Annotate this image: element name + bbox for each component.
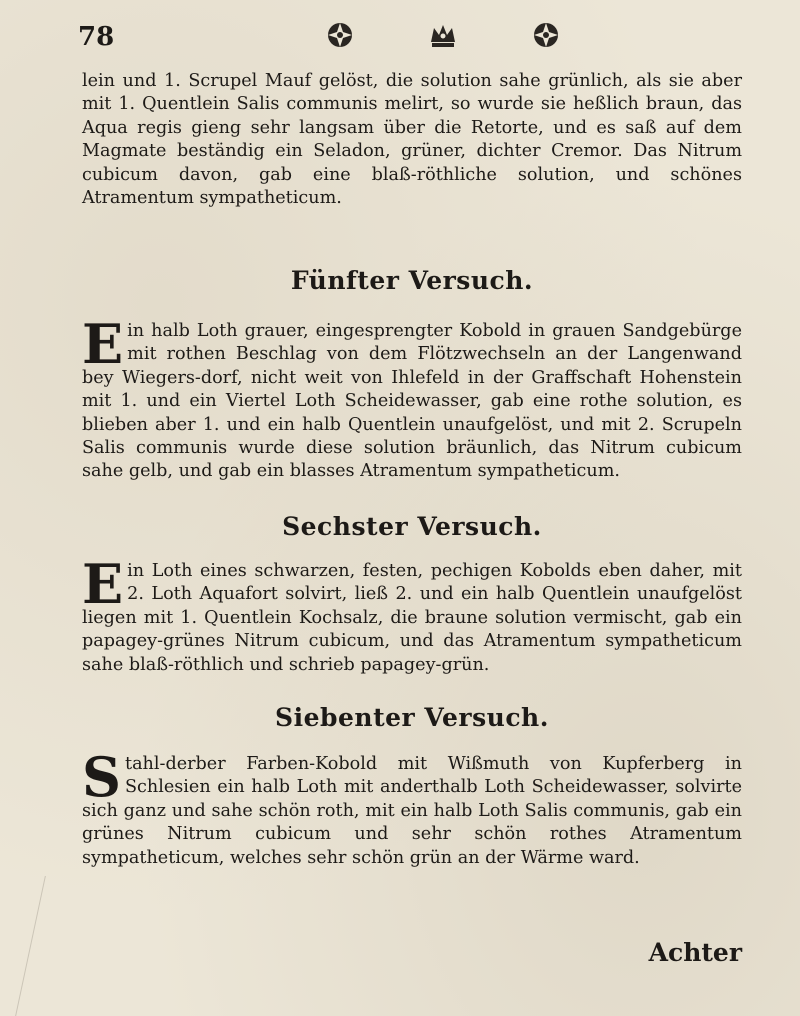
paragraph-continued: lein und 1. Scrupel Mauf gelöst, die solution sahe grünlich, als sie aber mit 1. Quentlein Salis communis melirt, so wurde sie heßlich braun, das Aqua regis gieng sehr langsam über die Retorte, und es saß auf dem Magmate beständig ein Seladon, grüner, dichter Cremor. Das Nitrum cubicum davon, gab eine blaß-röthliche solution, und schönes Atramentum sympatheticum. <box>82 71 742 209</box>
section-heading-sixth: Sechster Versuch. <box>282 512 542 541</box>
catchword: Achter <box>648 938 742 967</box>
paragraph-body: in Loth eines schwarzen, festen, pechigen Kobolds eben daher, mit 2. Loth Aquafort solvirt, ließ 2. und ein halb Quentlein unaufgelöst liegen mit 1. Quentlein Kochsalz, die braune solution vermischt, gab ein papagey-grünes Nitrum cubicum, und das Atramentum sympatheticum sahe blaß-röthlich und schrieb papagey-grün. <box>82 561 742 675</box>
paragraph-sixth-experiment <box>82 552 742 677</box>
fleuron-ornament-icon <box>323 18 357 52</box>
header-ornaments <box>323 18 563 52</box>
drop-cap: E <box>82 312 124 376</box>
fleuron-ornament-icon <box>529 18 563 52</box>
page-edge-shadow <box>0 876 46 1016</box>
paragraph-body: in halb Loth grauer, eingesprengter Kobold in grauen Sandgebürge mit rothen Beschlag von dem Flötzwechseln an der Langenwand bey Wiegers-dorf, nicht weit von Ihlefeld in der Graffschaft Hohenstein mit 1. und ein Viertel Loth Scheidewasser, gab eine rothe solution, es blieben aber 1. und ein halb Quentlein unaufgelöst, und mit 2. Scrupeln Salis communis wurde diese solution bräunlich, das Nitrum cubicum sahe gelb, und gab ein blasses Atramentum sympatheticum. <box>82 321 742 482</box>
paragraph-fifth-experiment <box>82 312 742 484</box>
paragraph-seventh-experiment <box>82 745 742 870</box>
section-heading-fifth: Fünfter Versuch. <box>290 266 534 295</box>
crown-ornament-icon <box>426 18 460 52</box>
page-number: 78 <box>78 22 115 52</box>
page-header <box>78 18 728 58</box>
drop-cap: E <box>82 552 124 616</box>
drop-cap: S <box>82 745 121 809</box>
section-heading-seventh: Siebenter Versuch. <box>275 703 549 732</box>
paragraph-body: tahl-derber Farben-Kobold mit Wißmuth von Kupferberg in Schlesien ein halb Loth mit anderthalb Loth Scheidewasser, solvirte sich ganz und sahe schön roth, mit ein halb Loth Salis communis, gab ein grünes Nitrum cubicum und sehr schön rothes Atramentum sympatheticum, welches sehr schön grün an der Wärme ward. <box>82 754 742 868</box>
